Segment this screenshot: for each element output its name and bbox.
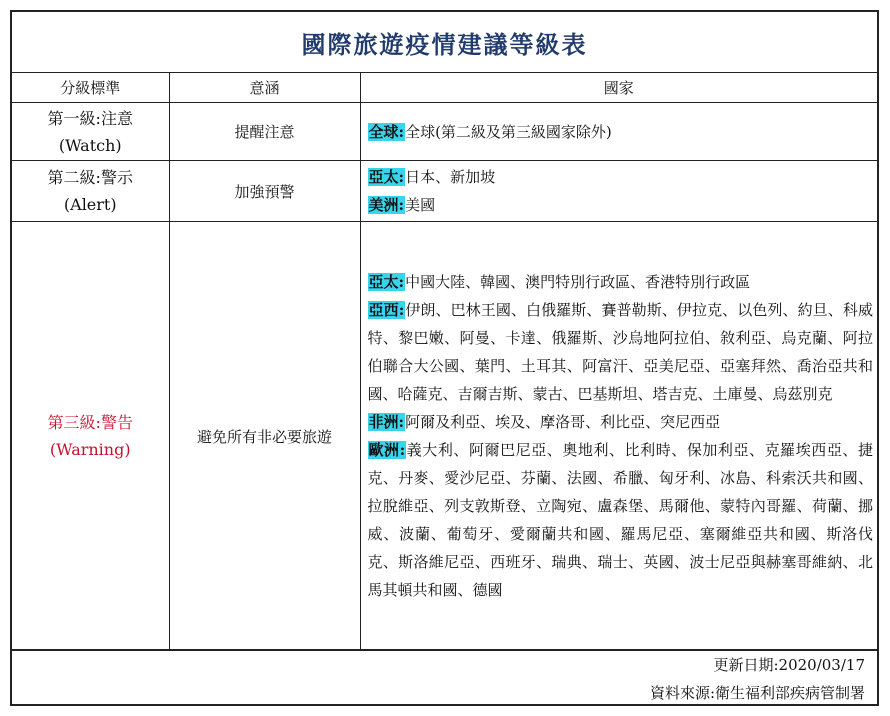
region-label: 全球: — [368, 122, 405, 141]
meaning-cell: 加強預警 — [169, 161, 360, 222]
region-label: 非洲: — [368, 413, 405, 431]
region-countries: 義大利、阿爾巴尼亞、奧地利、比利時、保加利亞、克羅埃西亞、捷克、丹麥、愛沙尼亞、芬蘭、法國、希臘、匈牙利、冰島、科索沃共和國、拉脫維亞、列支敦斯登、立陶宛、盧森堡、馬爾他、蒙特內哥羅、荷蘭、挪威、波蘭、葡萄牙、愛爾蘭共和國、羅馬尼亞、塞爾維亞共和國、斯洛伐克、斯洛維尼亞、西班牙、瑞典、瑞士、英國、波士尼亞與赫塞哥維納、北馬其頓共和國、德國 — [367, 441, 873, 599]
region-countries: 日本、新加坡 — [405, 168, 496, 186]
table-header-row — [12, 72, 877, 103]
region-entry — [368, 296, 874, 408]
countries-cell — [360, 222, 877, 651]
level-cell — [12, 103, 169, 161]
region-entry — [368, 268, 874, 296]
region-countries: 阿爾及利亞、埃及、摩洛哥、利比亞、突尼西亞 — [405, 413, 721, 431]
level-cell — [12, 222, 169, 651]
advisory-table-sheet — [10, 10, 879, 706]
table-row-level-1 — [12, 103, 877, 161]
region-label: 亞太: — [368, 273, 405, 291]
data-source: 資料來源:衛生福利部疾病管制署 — [649, 684, 865, 702]
level-en: (Warning) — [49, 440, 131, 459]
level-name: 第三級:警告 — [47, 413, 133, 432]
level-name: 第二級:警示 — [47, 168, 133, 187]
header-meaning: 意涵 — [169, 72, 360, 103]
level-en: (Watch) — [58, 135, 122, 155]
update-date: 更新日期:2020/03/17 — [713, 656, 865, 674]
region-countries: 中國大陸、韓國、澳門特別行政區、香港特別行政區 — [405, 273, 751, 291]
region-entry — [368, 191, 874, 219]
region-label: 亞西: — [368, 301, 405, 319]
countries-cell — [360, 161, 877, 222]
advisory-table — [12, 72, 877, 651]
level-name: 第一級:注意 — [47, 108, 133, 128]
region-entry — [368, 408, 874, 436]
header-country: 國家 — [360, 72, 877, 103]
footer — [12, 649, 877, 704]
table-row-level-2 — [12, 161, 877, 222]
table-row-level-3 — [12, 222, 877, 651]
meaning-cell: 提醒注意 — [169, 103, 360, 161]
region-entry — [368, 118, 874, 146]
level-en: (Alert) — [63, 195, 117, 214]
region-entry — [368, 163, 874, 191]
region-countries: 美國 — [405, 196, 436, 214]
countries-cell — [360, 103, 877, 161]
header-level: 分級標準 — [12, 72, 169, 103]
page-title: 國際旅遊疫情建議等級表 — [12, 12, 877, 73]
region-label: 美洲: — [368, 196, 405, 214]
meaning-cell: 避免所有非必要旅遊 — [169, 222, 360, 651]
region-label: 歐洲: — [368, 441, 406, 459]
level-cell — [12, 161, 169, 222]
region-entry — [368, 436, 874, 604]
region-countries: 全球(第二級及第三級國家除外) — [405, 122, 612, 141]
region-countries: 伊朗、巴林王國、白俄羅斯、賽普勒斯、伊拉克、以色列、約旦、科威特、黎巴嫩、阿曼、卡達、俄羅斯、沙烏地阿拉伯、敘利亞、烏克蘭、阿拉伯聯合大公國、葉門、土耳其、阿富汗、亞美尼亞、亞塞拜然、喬治亞共和國、哈薩克、吉爾吉斯、蒙古、巴基斯坦、塔吉克、土庫曼、烏茲別克 — [367, 301, 873, 403]
region-label: 亞太: — [368, 168, 405, 186]
